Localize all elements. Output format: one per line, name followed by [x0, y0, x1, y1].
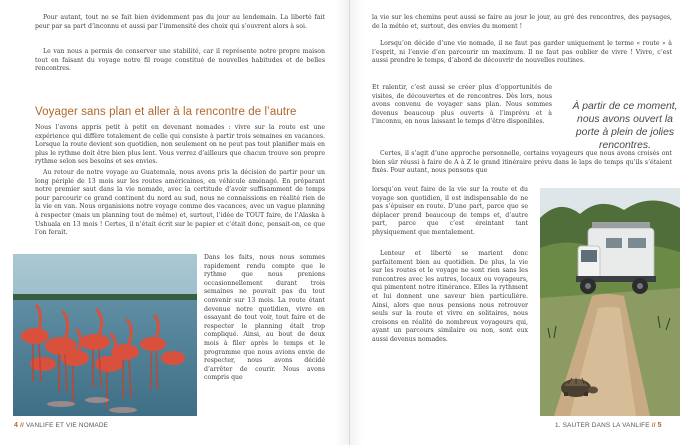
right-footer-separator: //: [651, 422, 656, 429]
right-top-paragraph-1: la vie sur les chemins peut aussi se faire au jour le jour, au gré des rencontres, des paysages, de la météo et, surtout, des envies du moment !: [372, 14, 672, 30]
pull-quote: À partir de ce moment, nous avons ouvert la porte à plein de jolies rencontres.: [572, 101, 678, 151]
left-footer-separator: //: [20, 422, 25, 429]
section-heading: Voyager sans plan et aller à la rencontre de l’autre: [35, 106, 297, 118]
intro-paragraph-2: Le van nous a permis de conserver une stabilité, car il représente notre propre maison tout en faisant du voyage notre fil rouge constitué de nouvelles habitudes et de belles rencontres.: [35, 48, 325, 73]
gutter-line: [349, 0, 350, 445]
left-footer-title: VANLIFE ET VIE NOMADE: [26, 422, 109, 429]
left-footer: [14, 422, 108, 429]
right-page-number: 5: [657, 422, 662, 429]
flamingos-photo: [13, 254, 197, 416]
right-column-paragraph-1: lorsqu’on veut faire de la vie sur la route et du voyage son quotidien, il est indispensable de ne pas s’épuiser en route. D’une part, parce que se déplacer prend beaucoup de temps et, d’autre part, parce que c’est éreintant tant physiquement que mentalement.: [372, 186, 528, 236]
right-footer-title: 1. SAUTER DANS LA VANLIFE: [555, 422, 650, 429]
right-mid-paragraph: Certes, il s’agit d’une approche personnelle, certains voyageurs que nous avons croisés ont bien sûr réussi à faire de A à Z le grand itinéraire prévu dans le laps de temps qu’ils s’étaient fixés. Pour autant, nous pensons que: [372, 150, 672, 175]
body-paragraph-2: Au retour de notre voyage au Guatemala, nous avons pris la décision de partir pour un long périple de 13 mois sur les routes américaines, en véhicule aménagé. En préparant notre premier saut dans la vie nomade, avec la certitude d’avoir suffisamment de temps pour parcourir ce grand continent du nord au sud, nous ne connaissions en réalité rien de la vie en van. Nous organisions notre voyage comme des vacances, avec un vague planning à respecter (mais un planning tout de même) et, surtout, l’idée de TOUT faire, de l’Alaska à Ushuaïa en 13 mois ! Certes, il n’était écrit sur le papier et c’était donc, pensait-on, ce que l’on ferait.: [35, 169, 325, 237]
body-paragraph-1: Nous l’avons appris petit à petit en devenant nomades : vivre sur la route est une expérience qui diffère totalement de celle qui consiste à partir trois semaines en vacances. Lorsque la route devient son quotidien, non seulement on ne peut pas tout planifier mais en plus le rythme doit être bien plus lent. Vous verrez d’ailleurs que chacun trouve son propre rythme selon ses besoins et ses envies.: [35, 124, 325, 166]
right-top-paragraph-2: Lorsqu’on décide d’une vie nomade, il ne faut pas garder uniquement le terme « route » à l’esprit, ni l’envie d’en parcourir un maximum. Il ne faut pas oublier de vivre ! Vivre, c’est aussi prendre le temps, d’abord de découvrir de nouvelles routines.: [372, 40, 672, 65]
right-footer: [555, 422, 662, 429]
column-paragraph: Dans les faits, nous nous sommes rapidement rendu compte que le rythme que nous prenions occasionnellement durant trois semaines ne pouvait pas du tout convenir sur 13 mois. La route étant devenue notre quotidien, vivre en essayant de tout voir, tout faire et de respecter le planning était trop compliqué. Ainsi, au bout de deux mois à filer après le temps et le programme que nous avions envie de respecter, nous avons décidé d’arrêter de courir. Nous avons compris que: [204, 254, 325, 382]
camper-truck-photo: [540, 188, 680, 416]
intro-paragraph-1: Pour autant, tout ne se fait bien évidemment pas du jour au lendemain. La liberté fait peur par sa part d’inconnu et aussi par l’immensité des choix qui s’ouvrent alors à soi.: [35, 14, 325, 30]
left-page-number: 4: [14, 422, 19, 429]
right-left-column-paragraph: Et ralentir, c’est aussi se créer plus d’opportunités de visites, de découvertes et de rencontres. Dès lors, nous avons convenu de voyager sans plan. Nous sommes devenus beaucoup plus ouverts à l’imprévu et à l’inconnu, en nous laissant le temps d’être disponibles.: [372, 84, 552, 126]
right-column-paragraph-2: Lenteur et liberté se marient donc parfaitement bien au quotidien. De plus, la vie sur les routes et le voyage ne sont rien sans les rencontres avec les autres, locaux ou voyageurs, qui pimentent notre itinérance. Elles la rythment et lui donnent une saveur bien particulière. Ainsi, alors que nous pensions nous retrouver seuls sur la route et vivre en solitaires, nous croisons en réalité de nombreux voyageurs qui, ayant un parcours similaire ou non, sont eux aussi devenus nomades.: [372, 250, 528, 343]
